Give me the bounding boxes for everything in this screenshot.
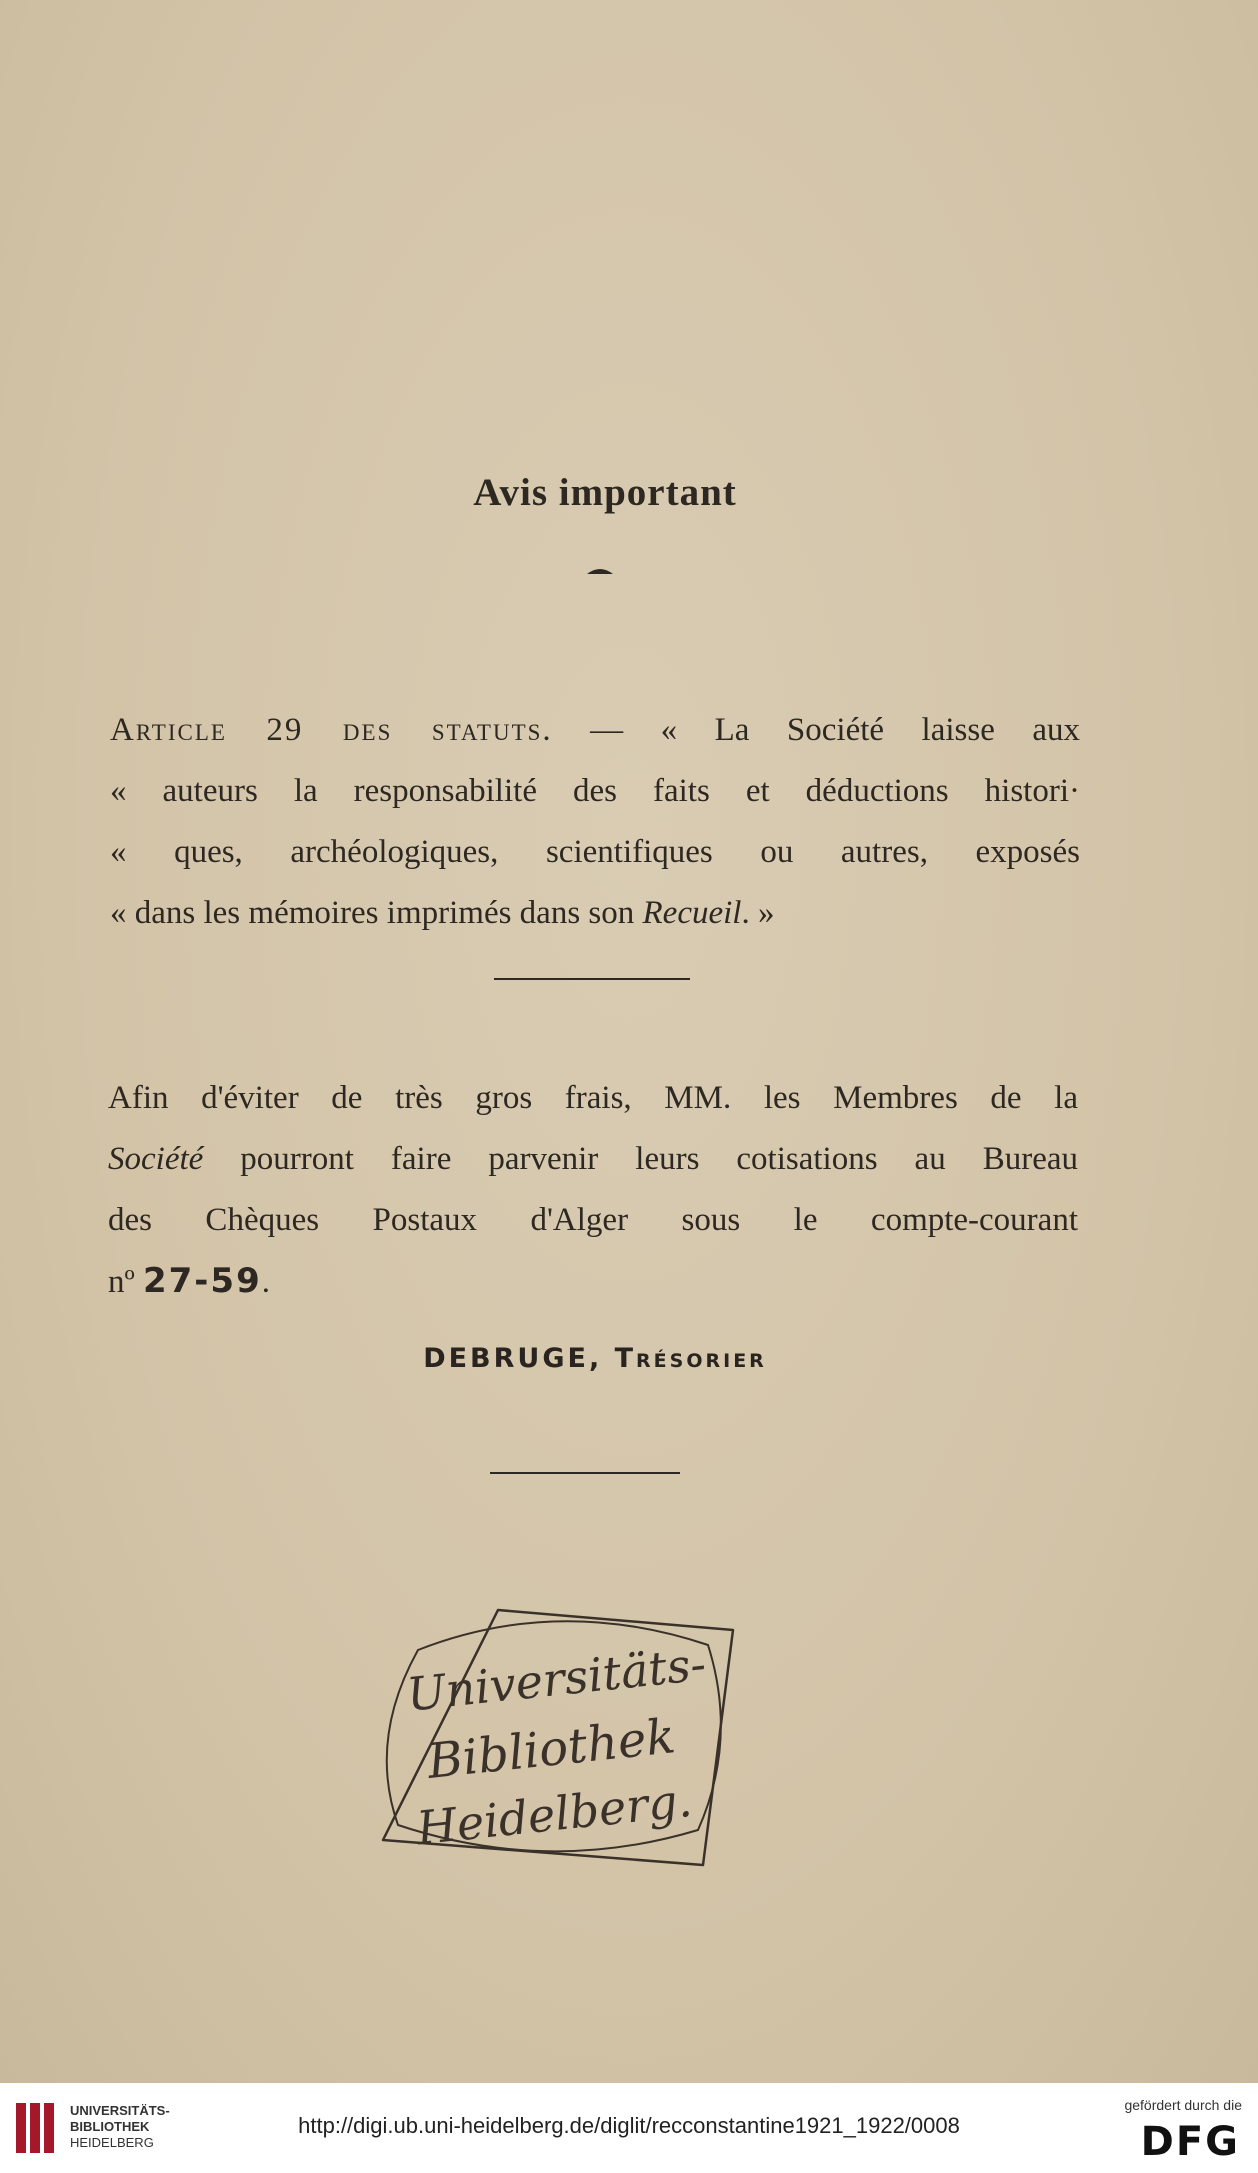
divider-rule xyxy=(494,978,690,980)
notice-line-4: nº 27-59. xyxy=(108,1261,270,1301)
societe-italic: Société xyxy=(108,1141,204,1177)
article-line-3: « ques, archéologiques, scientifiques ou autres, exposés xyxy=(110,834,1080,870)
recueil-italic: Recueil xyxy=(642,895,742,931)
treasurer-role: Trésorier xyxy=(614,1343,767,1374)
article-lead: Article 29 des statuts. xyxy=(110,712,553,748)
notice-line-2: Société pourront faire parvenir leurs cotisations au Bureau xyxy=(108,1141,1078,1177)
ornament-icon xyxy=(585,566,615,576)
svg-text:Bibliothek: Bibliothek xyxy=(424,1708,678,1790)
notice-line-3: des Chèques Postaux d'Alger sous le compte-courant xyxy=(108,1202,1078,1238)
footer-bar xyxy=(0,2083,1258,2173)
article-line-4: « dans les mémoires imprimés dans son Recueil. » xyxy=(110,895,775,931)
funded-by-label: gefördert durch die xyxy=(1124,2097,1242,2113)
article-line-1: Article 29 des statuts. — « La Société laisse aux xyxy=(110,712,1080,748)
dfg-logo: DFG xyxy=(1140,2119,1240,2165)
article-paragraph xyxy=(110,700,1080,944)
article-line-2: « auteurs la responsabilité des faits et déductions histori· xyxy=(110,773,1080,809)
library-name: UNIVERSITÄTS- BIBLIOTHEK HEIDELBERG xyxy=(70,2103,170,2150)
svg-text:Universitäts-: Universitäts- xyxy=(404,1636,709,1722)
page-title: Avis important xyxy=(473,471,737,514)
library-stamp-icon xyxy=(378,1600,738,1870)
account-number: 27-59 xyxy=(142,1261,262,1301)
treasurer-signature xyxy=(0,1343,1190,1374)
source-url[interactable]: http://digi.ub.uni-heidelberg.de/diglit/recconstantine1921_1922/0008 xyxy=(298,2113,960,2138)
svg-text:Heidelberg.: Heidelberg. xyxy=(414,1772,695,1856)
divider-rule-bottom xyxy=(490,1472,680,1474)
treasurer-name: DEBRUGE, xyxy=(423,1343,603,1374)
notice-line-1: Afin d'éviter de très gros frais, MM. les Membres de la xyxy=(108,1080,1078,1116)
notice-paragraph xyxy=(108,1068,1078,1313)
